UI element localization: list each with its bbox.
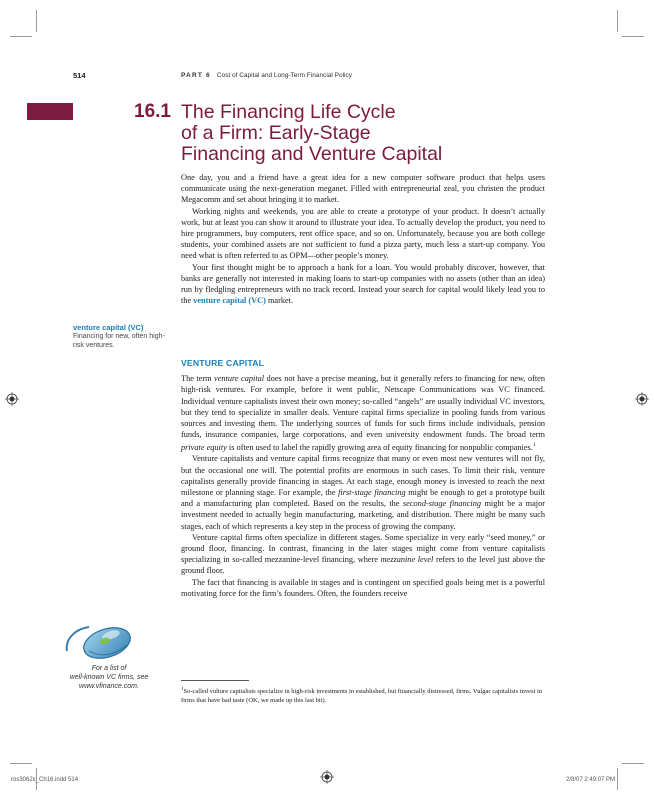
emphasis: mezzanine level (380, 555, 434, 565)
web-note (59, 664, 159, 691)
registration-mark-icon (5, 392, 19, 406)
key-term-venture-capital: venture capital (VC) (193, 296, 266, 306)
footnote (181, 686, 545, 705)
footnote-number: 1 (181, 687, 184, 692)
computer-mouse-icon (65, 621, 135, 661)
text-run: Venture capitalists and venture capital firms recognize that many or even most new ventures will not fly, but the occasional one will. The potential profits are enormous in such cases. To limit their risk, venture capitalists generally provide financing in stages. At each stage, enough money is invested to reach the next milestone or planning stage. For example, the (181, 454, 545, 497)
crop-mark-top-left-v (36, 10, 37, 32)
margin-definition (73, 323, 173, 350)
text-run: is often used to label the rapidly growing area of equity financing for nonpublic companies. (226, 443, 533, 453)
page-number: 514 (73, 71, 86, 80)
crop-mark-top-right-v (617, 10, 618, 32)
footnote-ref: 1 (532, 442, 536, 449)
section-title (181, 102, 481, 165)
text-run: Venture capital firms often specialize in different stages. Some specialize in very early “seed money,” or ground floor, financing. In contrast, financing in the later stages might come from venture capitalists specializing in so-called mezzanine-level financing, where (181, 532, 545, 565)
paragraph (181, 453, 545, 531)
intro-text (181, 172, 545, 306)
text-run: market. (265, 296, 294, 306)
slug-file-name: ros3062x_Ch16.indd 514 (11, 777, 79, 783)
slug-timestamp: 2/8/07 2:49:07 PM (566, 777, 616, 783)
text-run: might be enough to get a prototype built and a manufacturing plan completed. Based on the results, the (181, 488, 546, 509)
subsection-heading: VENTURE CAPITAL (181, 358, 265, 368)
emphasis: second-stage financing (402, 499, 482, 509)
text-run: The term (181, 374, 215, 384)
text-run: refers to the level just above the ground floor. (181, 555, 545, 576)
section-number: 16.1 (134, 101, 171, 122)
crop-mark-bottom-right-h (622, 763, 644, 764)
section-title-line: Financing and Venture Capital (181, 143, 443, 165)
web-note-line: well-known VC firms, see (69, 674, 149, 681)
paragraph (181, 262, 545, 307)
web-note-link[interactable]: www.vfinance.com. (79, 683, 139, 690)
paragraph: The fact that financing is available in stages and is contingent on specified goals being met is a powerful motivating force for the firm’s founders. Often, the founders receive (181, 577, 545, 598)
crop-mark-bottom-right-v (617, 768, 618, 790)
registration-mark-icon (320, 770, 334, 784)
paragraph (181, 532, 545, 577)
section-title-line: The Financing Life Cycle (181, 101, 396, 123)
registration-mark-icon (635, 392, 649, 406)
venture-capital-section (181, 358, 545, 599)
crop-mark-top-left-h (10, 36, 32, 37)
footnote-text: So-called vulture capitalists specialize in high-risk investments in established, but financially distressed, firms. Vulgar capitalists invest in firms that have bad taste (OK, we made up this last bit). (181, 688, 543, 704)
paragraph (181, 373, 545, 453)
paragraph: Working nights and weekends, you are able to create a prototype of your product. It doesn’t actually work, but at least you can show it around to illustrate your idea. To actually develop the product, you need to hire programmers, buy computers, rent office space, and so on. Unfortunately, because you are both college students, your combined assets are not sufficient to fund a pizza party, much less a start-up company. You need what is often referred to as OPM—other people’s money. (181, 206, 545, 261)
section-marker-bar (27, 103, 73, 120)
emphasis: first-stage financing (338, 488, 406, 497)
part-label: PART 6 (181, 72, 211, 79)
emphasis: venture capital (214, 374, 265, 384)
running-head (181, 72, 352, 79)
text-run: might be a major investment needed to actually begin manufacturing, marketing, and distribution. There might be many such stages, each of which represents a key step in the process of growing the company. (181, 499, 545, 531)
crop-mark-bottom-left-h (10, 763, 32, 764)
text-run: does not have a precise meaning, but it generally refers to financing for new, often high-risk ventures. For example, before it went public, Netscape Communications was VC financed. Individual venture capitalists invest their own money; so-called “angels” are usually individual VC investors, but they tend to specialize in smaller deals. Venture capital firms specialize in pooling funds from various sources and investing them. The underlying sources of funds for such firms include individuals, pension funds, insurance companies, large corporations, and even university endowment funds. The broad term (181, 374, 545, 440)
web-note-line: For a list of (91, 665, 127, 672)
paragraph: One day, you and a friend have a great idea for a new computer software product that helps users communicate using the next-generation meganet. Filled with entrepreneurial zeal, you christen the product Megacomm and set about bringing it to market. (181, 173, 545, 205)
part-title: Cost of Capital and Long-Term Financial Policy (216, 72, 352, 79)
margin-term-definition: Financing for new, often high-risk ventures. (73, 333, 165, 349)
emphasis: private equity (181, 443, 227, 453)
footnote-rule (181, 680, 249, 681)
section-title-line: of a Firm: Early-Stage (181, 122, 371, 144)
crop-mark-top-right-h (622, 36, 644, 37)
text-run: Your first thought might be to approach a bank for a loan. You would probably discover, however, that banks are generally not interested in making loans to start-up companies with no assets (other than an idea) run by fledgling entrepreneurs with no track record. Instead your search for capital would likely lead you to the (181, 262, 545, 306)
margin-term: venture capital (VC) (73, 323, 144, 332)
